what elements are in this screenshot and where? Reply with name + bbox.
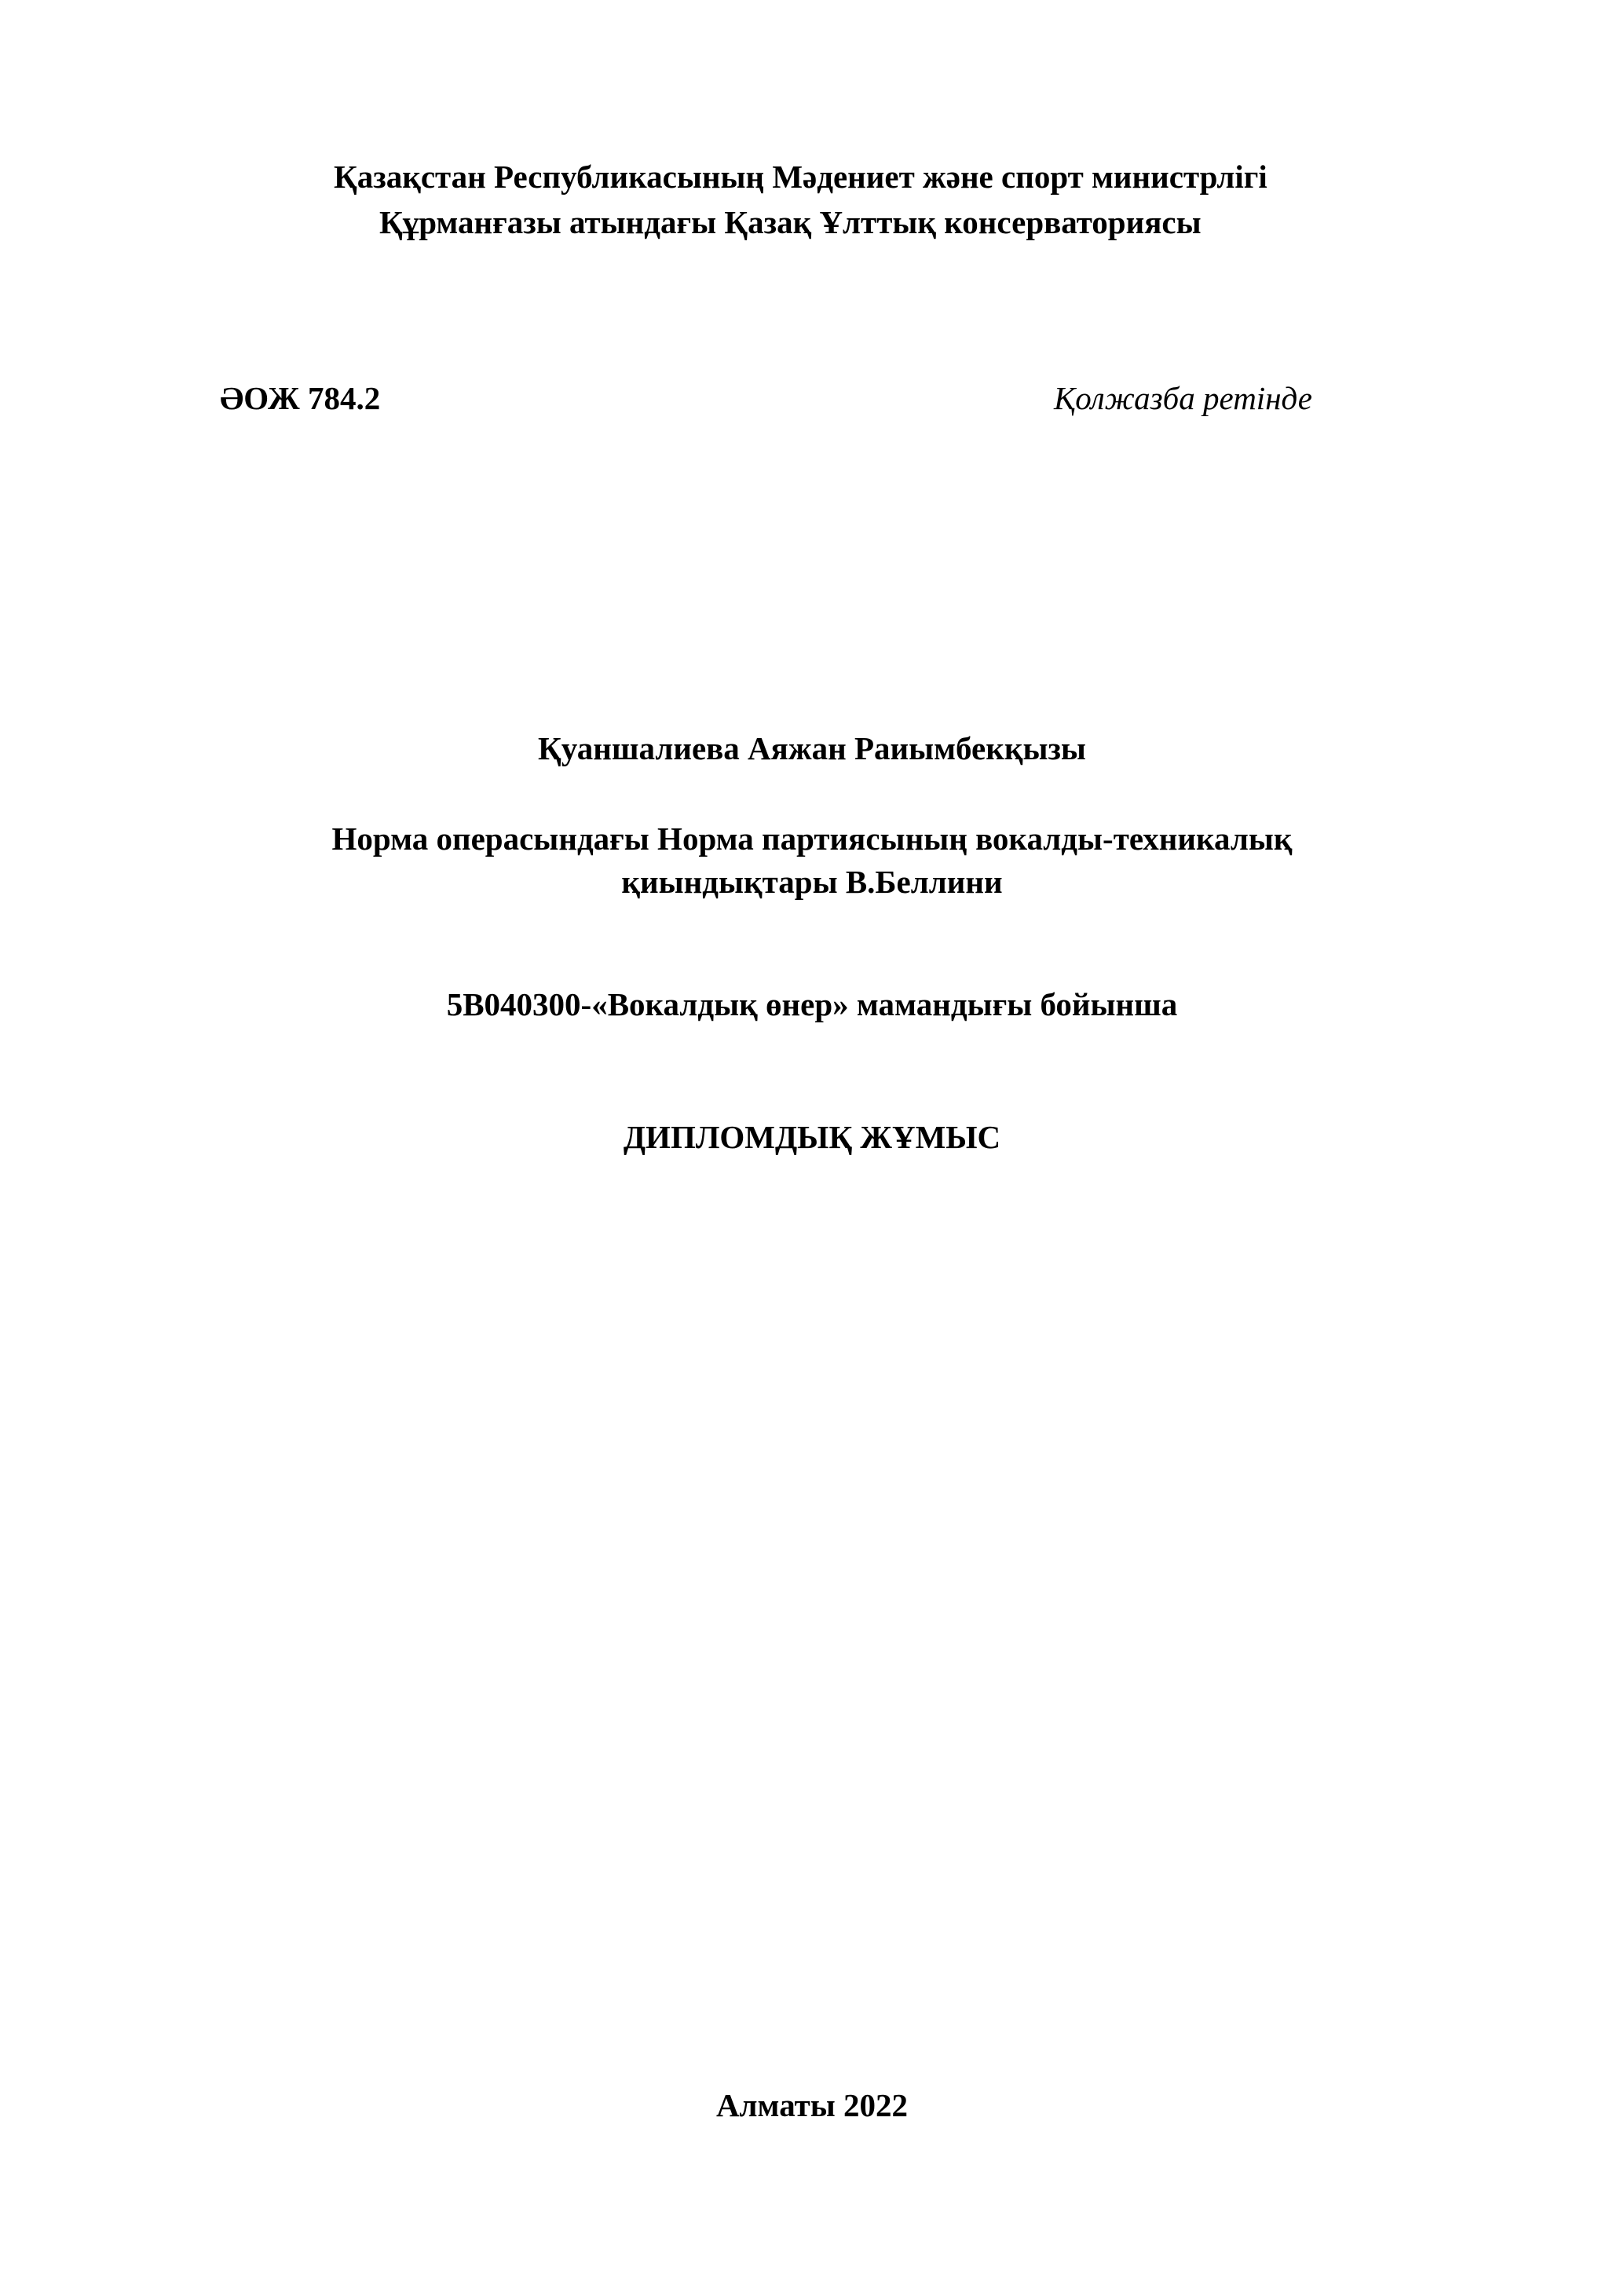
ministry-heading: Қазақстан Республикасының Мәдениет және спорт министрлігі bbox=[334, 159, 1267, 195]
work-type-heading: ДИПЛОМДЫҚ ЖҰМЫС bbox=[623, 1119, 1001, 1155]
manuscript-note: Қолжазба ретінде bbox=[1054, 380, 1312, 416]
thesis-title-line-1: Норма операсындағы Норма партиясының вокалды-техникалық bbox=[331, 821, 1293, 857]
institution-heading: Құрманғазы атындағы Қазақ Ұлттық консерваториясы bbox=[379, 204, 1202, 240]
thesis-title-line-2: қиындықтары В.Беллини bbox=[621, 864, 1003, 900]
udc-code: ӘОЖ 784.2 bbox=[220, 380, 381, 416]
city-year: Алматы 2022 bbox=[715, 2087, 909, 2123]
specialty-line: 5В040300-«Вокалдық өнер» мамандығы бойынша bbox=[446, 986, 1178, 1022]
author-name: Қуаншалиева Аяжан Раиымбекқызы bbox=[538, 730, 1086, 766]
